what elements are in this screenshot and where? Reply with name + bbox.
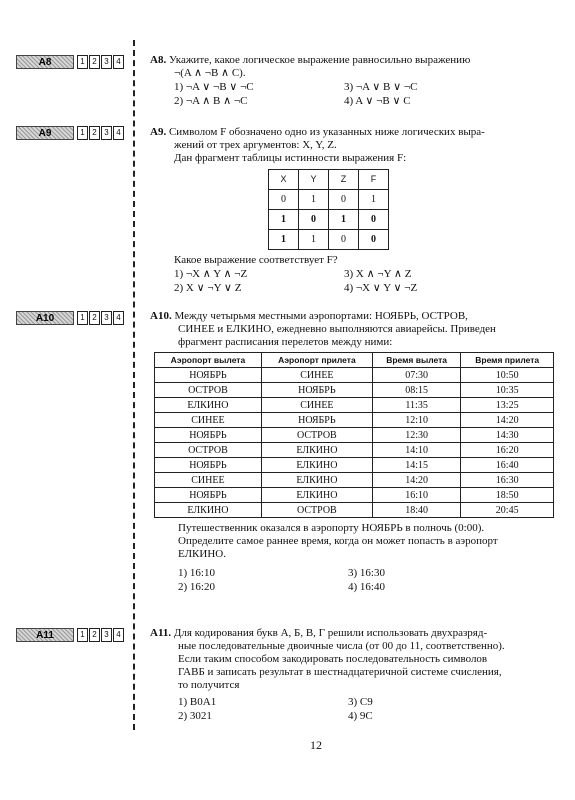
question-line: Если таким способом закодировать последовательность символов	[178, 653, 488, 665]
table-header-cell: F	[359, 170, 389, 190]
table-cell: СИНЕЕ	[261, 368, 372, 383]
table-row	[155, 458, 554, 473]
question-line: Определите самое раннее время, когда он может попасть в аэропорт	[178, 535, 498, 547]
question-text	[150, 126, 560, 139]
table-cell: ЕЛКИНО	[261, 458, 372, 473]
table-row	[155, 503, 554, 518]
answer-box[interactable]: 2	[89, 126, 100, 140]
table-cell: НОЯБРЬ	[155, 428, 262, 443]
table-cell: 16:20	[461, 443, 554, 458]
question-a10	[150, 310, 560, 594]
table-cell: 07:30	[372, 368, 460, 383]
table-header-cell: Время вылета	[372, 353, 460, 368]
answer-option[interactable]: 1) 16:10	[178, 567, 215, 579]
table-cell: 16:40	[461, 458, 554, 473]
answer-box[interactable]: 3	[101, 628, 112, 642]
table-header-cell: Y	[299, 170, 329, 190]
answer-box[interactable]: 4	[113, 311, 124, 325]
answer-box[interactable]: 3	[101, 55, 112, 69]
table-cell: ЕЛКИНО	[261, 473, 372, 488]
task-tag-a8	[16, 55, 125, 69]
answer-box[interactable]: 2	[89, 311, 100, 325]
answer-boxes	[77, 311, 125, 325]
answer-option[interactable]: 2) 16:20	[178, 581, 215, 593]
table-row	[269, 210, 389, 230]
table-cell: ЕЛКИНО	[155, 503, 262, 518]
table-row	[155, 368, 554, 383]
answer-option[interactable]: 3) 16:30	[348, 567, 385, 579]
table-cell: 1	[269, 210, 299, 230]
question-line: ГАВБ и записать результат в шестнадцатеричной системе счисления,	[178, 666, 502, 678]
table-cell: 18:40	[372, 503, 460, 518]
question-text	[150, 54, 560, 67]
answer-box[interactable]: 3	[101, 311, 112, 325]
table-cell: 12:30	[372, 428, 460, 443]
question-number: A10.	[150, 310, 172, 322]
answer-box[interactable]: 1	[77, 628, 88, 642]
answer-option[interactable]: 3) X ∧ ¬Y ∧ Z	[344, 268, 412, 280]
table-cell: 16:10	[372, 488, 460, 503]
task-tag-a9	[16, 126, 125, 140]
answer-option[interactable]: 2) ¬A ∧ B ∧ ¬C	[174, 95, 248, 107]
table-cell: ЕЛКИНО	[261, 443, 372, 458]
answer-box[interactable]: 2	[89, 628, 100, 642]
table-cell: 0	[359, 230, 389, 250]
table-cell: 0	[269, 190, 299, 210]
table-cell: 12:10	[372, 413, 460, 428]
table-cell: 14:15	[372, 458, 460, 473]
table-row	[269, 190, 389, 210]
table-row	[269, 230, 389, 250]
table-row	[155, 473, 554, 488]
answer-option[interactable]: 1) B0A1	[178, 696, 217, 708]
answer-options	[174, 268, 560, 295]
task-tag-label: A9	[16, 126, 74, 140]
answer-box[interactable]: 3	[101, 126, 112, 140]
table-header-row	[155, 353, 554, 368]
table-row	[155, 488, 554, 503]
table-cell: ОСТРОВ	[261, 428, 372, 443]
question-number: A9.	[150, 126, 167, 138]
task-tag-a10	[16, 311, 125, 325]
truth-table	[268, 169, 389, 250]
table-header-row	[269, 170, 389, 190]
table-cell: ОСТРОВ	[261, 503, 372, 518]
table-cell: НОЯБРЬ	[155, 458, 262, 473]
table-cell: ОСТРОВ	[155, 383, 262, 398]
answer-options	[174, 81, 560, 108]
question-line: ные последовательные двоичные числа (от 00 до 11, соответственно).	[178, 640, 505, 652]
question-line: то получится	[178, 679, 240, 691]
table-row	[155, 428, 554, 443]
question-line: Символом F обозначено одно из указанных ниже логических выра-	[168, 126, 485, 138]
answer-options	[178, 696, 560, 723]
answer-option[interactable]: 1) ¬X ∧ Y ∧ ¬Z	[174, 268, 248, 280]
table-cell: 11:35	[372, 398, 460, 413]
answer-option[interactable]: 4) ¬X ∨ Y ∨ ¬Z	[344, 282, 418, 294]
table-cell: 0	[359, 210, 389, 230]
table-cell: НОЯБРЬ	[155, 368, 262, 383]
table-cell: 1	[329, 210, 359, 230]
question-line: Какое выражение соответствует F?	[174, 254, 338, 266]
question-line: жений от трех аргументов: X, Y, Z.	[174, 139, 337, 151]
table-cell: 0	[329, 190, 359, 210]
task-tag-label: A8	[16, 55, 74, 69]
table-cell: 16:30	[461, 473, 554, 488]
answer-box[interactable]: 4	[113, 628, 124, 642]
answer-box[interactable]: 1	[77, 126, 88, 140]
answer-option[interactable]: 3) C9	[348, 696, 373, 708]
answer-boxes	[77, 126, 125, 140]
table-cell: СИНЕЕ	[261, 398, 372, 413]
answer-box[interactable]: 2	[89, 55, 100, 69]
question-line: ¬(A ∧ ¬B ∧ C).	[174, 67, 246, 79]
table-row	[155, 413, 554, 428]
question-line: СИНЕЕ и ЕЛКИНО, ежедневно выполняются авиарейсы. Приведен	[178, 323, 496, 335]
answer-option[interactable]: 4) A ∨ ¬B ∨ C	[344, 95, 411, 107]
answer-boxes	[77, 628, 125, 642]
table-cell: 1	[359, 190, 389, 210]
table-cell: 0	[299, 210, 329, 230]
question-line: Укажите, какое логическое выражение равносильно выражению	[168, 54, 471, 66]
task-tag-label: A10	[16, 311, 74, 325]
table-cell: НОЯБРЬ	[261, 413, 372, 428]
question-a11	[150, 627, 560, 723]
table-cell: 13:25	[461, 398, 554, 413]
answer-box[interactable]: 1	[77, 311, 88, 325]
table-cell: 1	[299, 230, 329, 250]
answer-option[interactable]: 1) ¬A ∨ ¬B ∨ ¬C	[174, 81, 254, 93]
question-line: ЕЛКИНО.	[178, 548, 226, 560]
table-header-cell: X	[269, 170, 299, 190]
table-cell: НОЯБРЬ	[261, 383, 372, 398]
table-cell: 14:20	[372, 473, 460, 488]
answer-option[interactable]: 3) ¬A ∨ B ∨ ¬C	[344, 81, 418, 93]
answer-option[interactable]: 2) X ∨ ¬Y ∨ Z	[174, 282, 242, 294]
table-cell: 14:20	[461, 413, 554, 428]
task-tag-label: A11	[16, 628, 74, 642]
question-line: Путешественник оказался в аэропорту НОЯБРЬ в полночь (0:00).	[178, 522, 485, 534]
table-row	[155, 398, 554, 413]
table-cell: 10:35	[461, 383, 554, 398]
table-header-cell: Время прилета	[461, 353, 554, 368]
table-header-cell: Z	[329, 170, 359, 190]
answer-option[interactable]: 4) 16:40	[348, 581, 385, 593]
table-cell: 18:50	[461, 488, 554, 503]
question-text	[150, 310, 560, 323]
table-cell: 20:45	[461, 503, 554, 518]
table-cell: ОСТРОВ	[155, 443, 262, 458]
question-line: фрагмент расписания перелетов между ними:	[178, 336, 393, 348]
question-a9	[150, 126, 560, 295]
answer-box[interactable]: 4	[113, 55, 124, 69]
answer-box[interactable]: 4	[113, 126, 124, 140]
question-number: A11.	[150, 627, 172, 639]
question-line: Между четырьмя местными аэропортами: НОЯБРЬ, ОСТРОВ,	[174, 310, 468, 322]
table-cell: ЕЛКИНО	[155, 398, 262, 413]
answer-options	[178, 567, 560, 594]
table-row	[155, 443, 554, 458]
question-number: A8.	[150, 54, 167, 66]
answer-box[interactable]: 1	[77, 55, 88, 69]
task-tag-a11	[16, 628, 125, 642]
question-a8	[150, 54, 560, 108]
table-cell: 1	[299, 190, 329, 210]
answer-option[interactable]: 2) 3021	[178, 710, 212, 722]
table-cell: 1	[269, 230, 299, 250]
question-text	[150, 627, 560, 640]
question-line: Для кодирования букв А, Б, В, Г решили использовать двухразряд-	[173, 627, 488, 639]
table-cell: 0	[329, 230, 359, 250]
answer-option[interactable]: 4) 9C	[348, 710, 373, 722]
table-cell: 14:10	[372, 443, 460, 458]
table-cell: 14:30	[461, 428, 554, 443]
column-divider	[133, 40, 135, 730]
table-header-cell: Аэропорт прилета	[261, 353, 372, 368]
table-cell: ЕЛКИНО	[261, 488, 372, 503]
page-number: 12	[310, 738, 322, 752]
table-cell: 10:50	[461, 368, 554, 383]
table-row	[155, 383, 554, 398]
table-cell: НОЯБРЬ	[155, 488, 262, 503]
table-cell: 08:15	[372, 383, 460, 398]
flight-schedule-table	[154, 352, 554, 518]
question-line: Дан фрагмент таблицы истинности выражения F:	[174, 152, 407, 164]
answer-boxes	[77, 55, 125, 69]
table-cell: СИНЕЕ	[155, 473, 262, 488]
table-cell: СИНЕЕ	[155, 413, 262, 428]
table-header-cell: Аэропорт вылета	[155, 353, 262, 368]
